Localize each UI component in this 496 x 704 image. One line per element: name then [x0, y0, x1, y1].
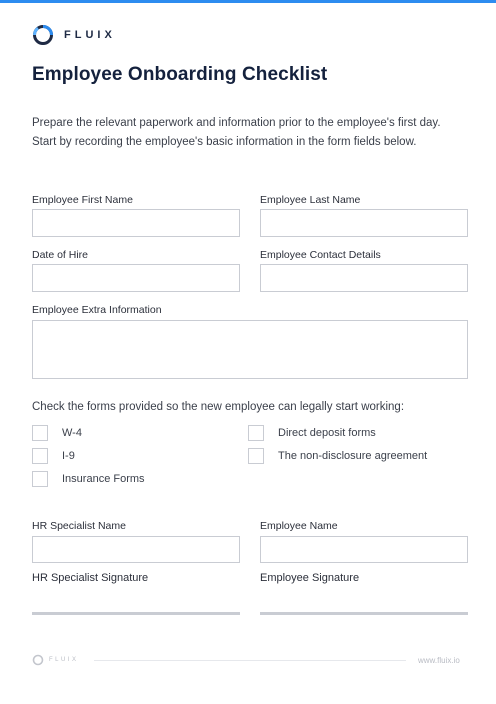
contact-details-field[interactable] — [260, 264, 468, 292]
checkbox-label: Insurance Forms — [62, 473, 145, 485]
fluix-logo-icon — [32, 24, 54, 46]
checkbox-label: W-4 — [62, 427, 82, 439]
checkbox[interactable] — [32, 448, 48, 464]
extra-info-field[interactable] — [32, 320, 468, 379]
checkbox[interactable] — [248, 448, 264, 464]
extra-info-label: Employee Extra Information — [32, 304, 162, 316]
checkbox-label: Direct deposit forms — [278, 427, 376, 439]
contact-details-label: Employee Contact Details — [260, 249, 381, 261]
checkbox[interactable] — [32, 471, 48, 487]
employee-signature-label: Employee Signature — [260, 572, 360, 584]
footer-logo — [32, 654, 79, 666]
first-name-label: Employee First Name — [32, 194, 133, 206]
top-accent-bar — [0, 0, 496, 3]
checkbox-label: The non-disclosure agreement — [278, 450, 428, 462]
employee-signature-line[interactable] — [260, 612, 468, 615]
hr-signature-label: HR Specialist Signature — [32, 572, 149, 584]
checkbox[interactable] — [248, 425, 264, 441]
checklist-item-nda[interactable] — [248, 448, 427, 464]
hr-name-label: HR Specialist Name — [32, 520, 126, 532]
footer-divider — [94, 660, 406, 661]
brand-name: FLUIX — [64, 29, 116, 41]
checkbox[interactable] — [32, 425, 48, 441]
last-name-label: Employee Last Name — [260, 194, 361, 206]
hr-name-field[interactable] — [32, 536, 240, 563]
footer-brand-name: FLUIX — [49, 657, 79, 663]
employee-name-field[interactable] — [260, 536, 468, 563]
checklist-item-i9[interactable] — [32, 448, 75, 464]
checklist-item-direct-deposit[interactable] — [248, 425, 376, 441]
checkbox-label: I-9 — [62, 450, 75, 462]
intro-paragraph: Prepare the relevant paperwork and information prior to the employee's first day. Start by recording the employee's basic information in the form fields below. — [32, 117, 441, 148]
employee-name-label: Employee Name — [260, 520, 338, 532]
date-of-hire-field[interactable] — [32, 264, 240, 292]
fluix-logo-icon — [32, 654, 44, 666]
page-title: Employee Onboarding Checklist — [32, 64, 328, 85]
checklist-prompt: Check the forms provided so the new employee can legally start working: — [32, 401, 405, 413]
hr-signature-line[interactable] — [32, 612, 240, 615]
footer-url[interactable]: www.fluix.io — [418, 656, 460, 665]
last-name-field[interactable] — [260, 209, 468, 237]
brand-logo — [32, 24, 116, 46]
checklist-item-w4[interactable] — [32, 425, 82, 441]
checklist-item-insurance[interactable] — [32, 471, 145, 487]
date-of-hire-label: Date of Hire — [32, 249, 89, 261]
first-name-field[interactable] — [32, 209, 240, 237]
